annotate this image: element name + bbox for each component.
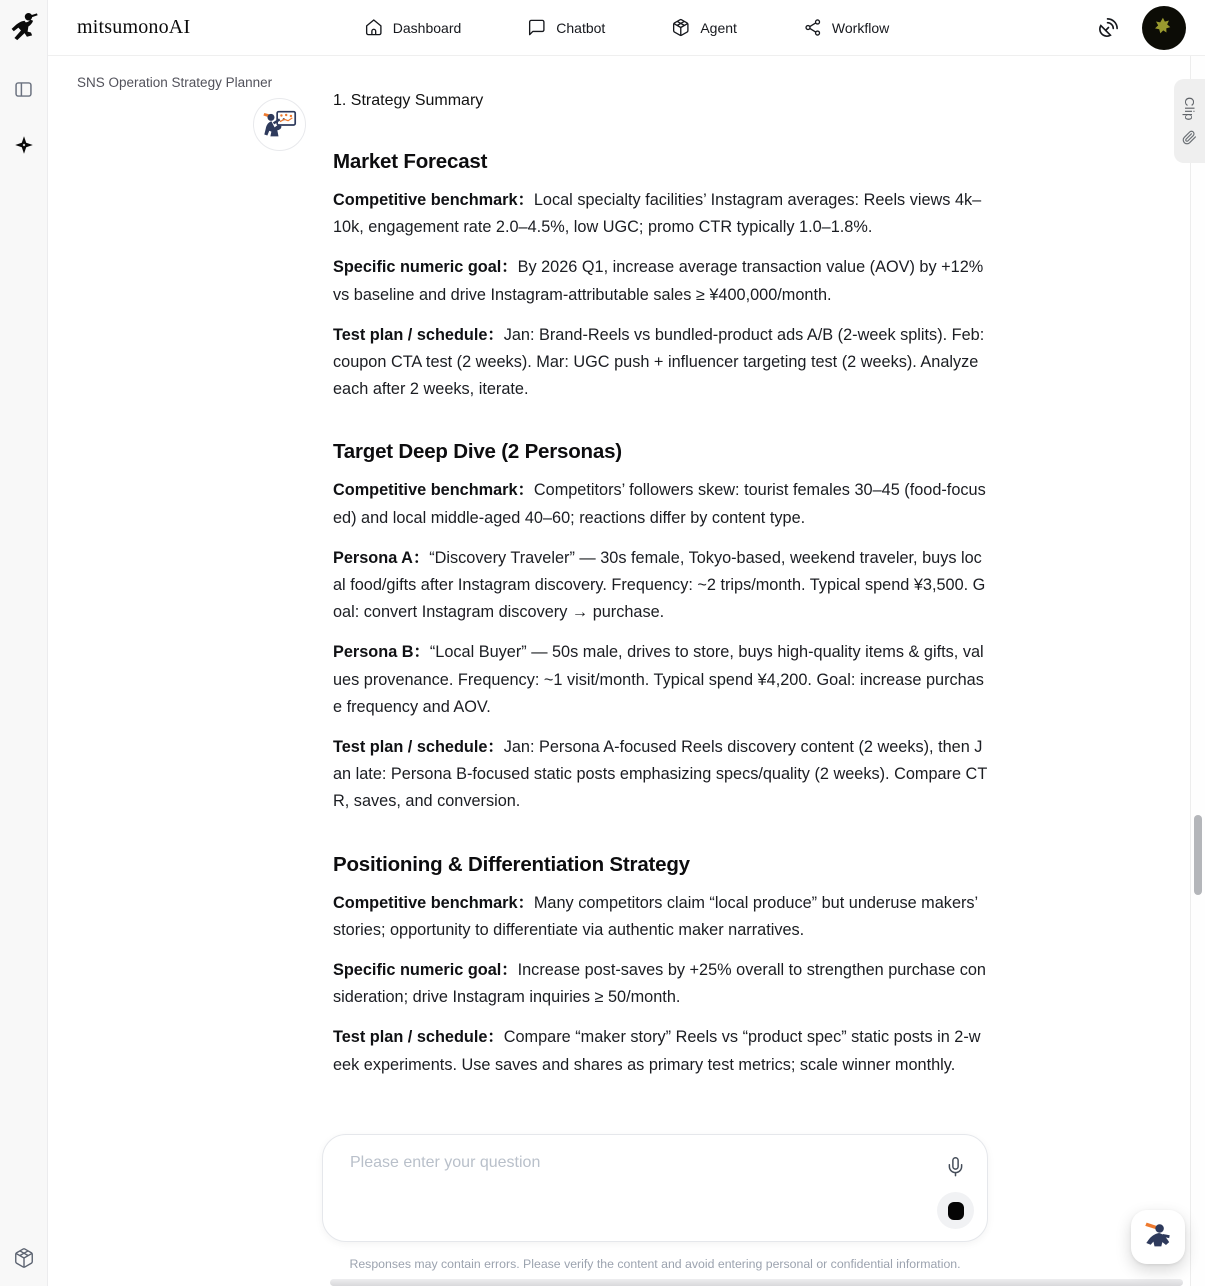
vertical-scrollbar-thumb[interactable] (1194, 815, 1202, 895)
satellite-dish-icon[interactable] (1097, 16, 1120, 39)
stop-icon (948, 1202, 964, 1220)
assistant-message (333, 89, 988, 1079)
paragraph-text: “Discovery Traveler” — 30s female, Tokyo-based, weekend traveler, buys local food/gifts after Instagram discovery. Frequency: ~2 trips/month. Typical spend ¥3,500. Goal: convert Instagram discovery → purchase. (333, 548, 986, 622)
paragraph-text: Jan: Brand-Reels vs bundled-product ads A/B (2-week splits). Feb: coupon CTA test (2 weeks). Mar: UGC push + influencer targeting test (2 weeks). Analyze each after 2 weeks, iterate. (333, 325, 985, 399)
home-icon (364, 18, 383, 37)
ai-sparkle-icon[interactable] (10, 131, 38, 159)
nav-dashboard[interactable] (364, 18, 462, 37)
header-right (1097, 6, 1186, 50)
vertical-scrollbar (1190, 56, 1205, 1286)
nav-label: Agent (700, 19, 737, 36)
chat-main (48, 56, 1205, 1286)
main-nav (364, 18, 889, 37)
paragraph-label: Test plan / schedule (333, 1028, 488, 1047)
message-paragraph: Persona B：“Local Buyer” — 50s male, drives to store, buys high-quality items & gifts, values provenance. Frequency: ~1 visit/month. Typical spend ¥4,200. Goal: increase purchase frequency and AOV. (333, 643, 984, 716)
nav-label: Workflow (831, 19, 890, 36)
paragraph-label: Competitive benchmark (333, 191, 518, 209)
left-rail (0, 0, 48, 1286)
section-heading: Market Forecast (333, 150, 488, 173)
nav-workflow[interactable] (803, 18, 889, 37)
paperclip-icon (1182, 130, 1197, 145)
message-composer (322, 1134, 988, 1242)
sandbox-cube-icon[interactable] (10, 1244, 38, 1272)
paragraph-text: “Local Buyer” — 50s male, drives to store, buys high-quality items & gifts, values provenance. Frequency: ~1 visit/month. Typical spend ¥4,200. Goal: increase purchase frequency and AOV. (333, 643, 984, 716)
nav-agent[interactable] (671, 18, 737, 37)
message-paragraph: Competitive benchmark：Many competitors claim “local produce” but underuse makers’ stories; opportunity to differentiate via authentic maker narratives. (333, 893, 978, 939)
paragraph-text: By 2026 Q1, increase average transaction value (AOV) by +12% vs baseline and drive Instagram-attributable sales ≥ ¥400,000/month. (333, 258, 984, 304)
cube-icon (671, 18, 690, 37)
section-heading: Positioning & Differentiation Strategy (333, 852, 690, 876)
paragraph-text: Jan: Persona A-focused Reels discovery content (2 weeks), then Jan late: Persona B-focused static posts emphasizing specs/quality (2 weeks). Compare CTR, saves, and conversion. (333, 738, 988, 811)
question-input[interactable] (350, 1154, 905, 1226)
clip-tab-label: Clip (1182, 97, 1197, 121)
assistant-avatar (253, 98, 306, 151)
message-paragraph: Competitive benchmark：Competitors’ followers skew: tourist females 30–45 (food-focused) and local middle-aged 40–60; reactions differ by content type. (333, 481, 986, 527)
top-navbar (48, 0, 1205, 56)
clip-panel-tab[interactable] (1174, 79, 1205, 163)
horizontal-scrollbar-thumb[interactable] (330, 1279, 1183, 1286)
paragraph-label: Competitive benchmark (333, 481, 518, 500)
paragraph-text: Increase post-saves by +25% overall to strengthen purchase consideration; drive Instagram inquiries ≥ 50/month. (333, 961, 986, 1007)
brand-name: mitsumonoAI (77, 16, 191, 38)
stop-generation-button[interactable] (937, 1192, 974, 1229)
paragraph-label: Persona B (333, 643, 414, 662)
microphone-icon[interactable] (945, 1156, 966, 1177)
nav-label: Chatbot (556, 19, 606, 36)
paragraph-label: Specific numeric goal (333, 961, 502, 980)
paragraph-text: Compare “maker story” Reels vs “product spec” static posts in 2-week experiments. Use saves and shares as primary test metrics; scale winner monthly. (333, 1028, 981, 1074)
paragraph-text: Competitors’ followers skew: tourist females 30–45 (food-focused) and local middle-aged 40–60; reactions differ by content type. (333, 481, 986, 527)
paragraph-text: Local specialty facilities’ Instagram averages: Reels views 4k–10k, engagement rate 2.0–4.5%, low UGC; promo CTR typically 1.0–1.8%. (333, 191, 982, 237)
section-heading: Target Deep Dive (2 Personas) (333, 440, 622, 464)
paragraph-label: Test plan / schedule (333, 738, 488, 757)
message-paragraph: Specific numeric goal：By 2026 Q1, increase average transaction value (AOV) by +12% vs baseline and drive Instagram-attributable sales ≥ ¥400,000/month. (333, 258, 984, 304)
chat-bubble-icon (527, 18, 546, 37)
paragraph-label: Persona A (333, 548, 413, 567)
conversation-title: SNS Operation Strategy Planner (77, 75, 273, 90)
message-paragraph: Persona A：“Discovery Traveler” — 30s female, Tokyo-based, weekend traveler, buys local food/gifts after Instagram discovery. Frequency: ~2 trips/month. Typical spend ¥3,500. Goal: convert Instagram discovery → purchase. (333, 548, 986, 622)
message-intro: 1. Strategy Summary (333, 92, 484, 109)
message-paragraph: Specific numeric goal：Increase post-saves by +25% overall to strengthen purchase consideration; drive Instagram inquiries ≥ 50/month. (333, 961, 986, 1007)
sidebar-toggle-panel-icon[interactable] (10, 75, 38, 103)
paragraph-label: Competitive benchmark (333, 893, 518, 912)
nav-label: Dashboard (392, 19, 462, 36)
paragraph-label: Test plan / schedule (333, 325, 488, 344)
nav-chatbot[interactable] (527, 18, 605, 37)
share-nodes-icon (803, 18, 822, 37)
user-avatar[interactable] (1142, 6, 1186, 50)
paragraph-label: Specific numeric goal (333, 258, 502, 277)
brand-logo-ninja-icon[interactable] (2, 5, 46, 51)
paragraph-text: Many competitors claim “local produce” but underuse makers’ stories; opportunity to differentiate via authentic maker narratives. (333, 893, 978, 939)
message-paragraph: Competitive benchmark：Local specialty facilities’ Instagram averages: Reels views 4k–10k, engagement rate 2.0–4.5%, low UGC; promo CTR typically 1.0–1.8%. (333, 191, 982, 237)
assistant-fab-ninja-icon[interactable] (1131, 1210, 1185, 1264)
disclaimer-text: Responses may contain errors. Please verify the content and avoid entering personal or confidential information. (349, 1257, 961, 1271)
message-paragraph: Test plan / schedule：Jan: Persona A-focused Reels discovery content (2 weeks), then Jan late: Persona B-focused static posts emphasizing specs/quality (2 weeks). Compare CTR, saves, and conversion. (333, 738, 988, 811)
message-paragraph: Test plan / schedule：Jan: Brand-Reels vs bundled-product ads A/B (2-week splits). Feb: coupon CTA test (2 weeks). Mar: UGC push + influencer targeting test (2 weeks). Analyze each after 2 weeks, iterate. (333, 325, 985, 399)
message-paragraph: Test plan / schedule：Compare “maker story” Reels vs “product spec” static posts in 2-week experiments. Use saves and shares as primary test metrics; scale winner monthly. (333, 1028, 981, 1074)
